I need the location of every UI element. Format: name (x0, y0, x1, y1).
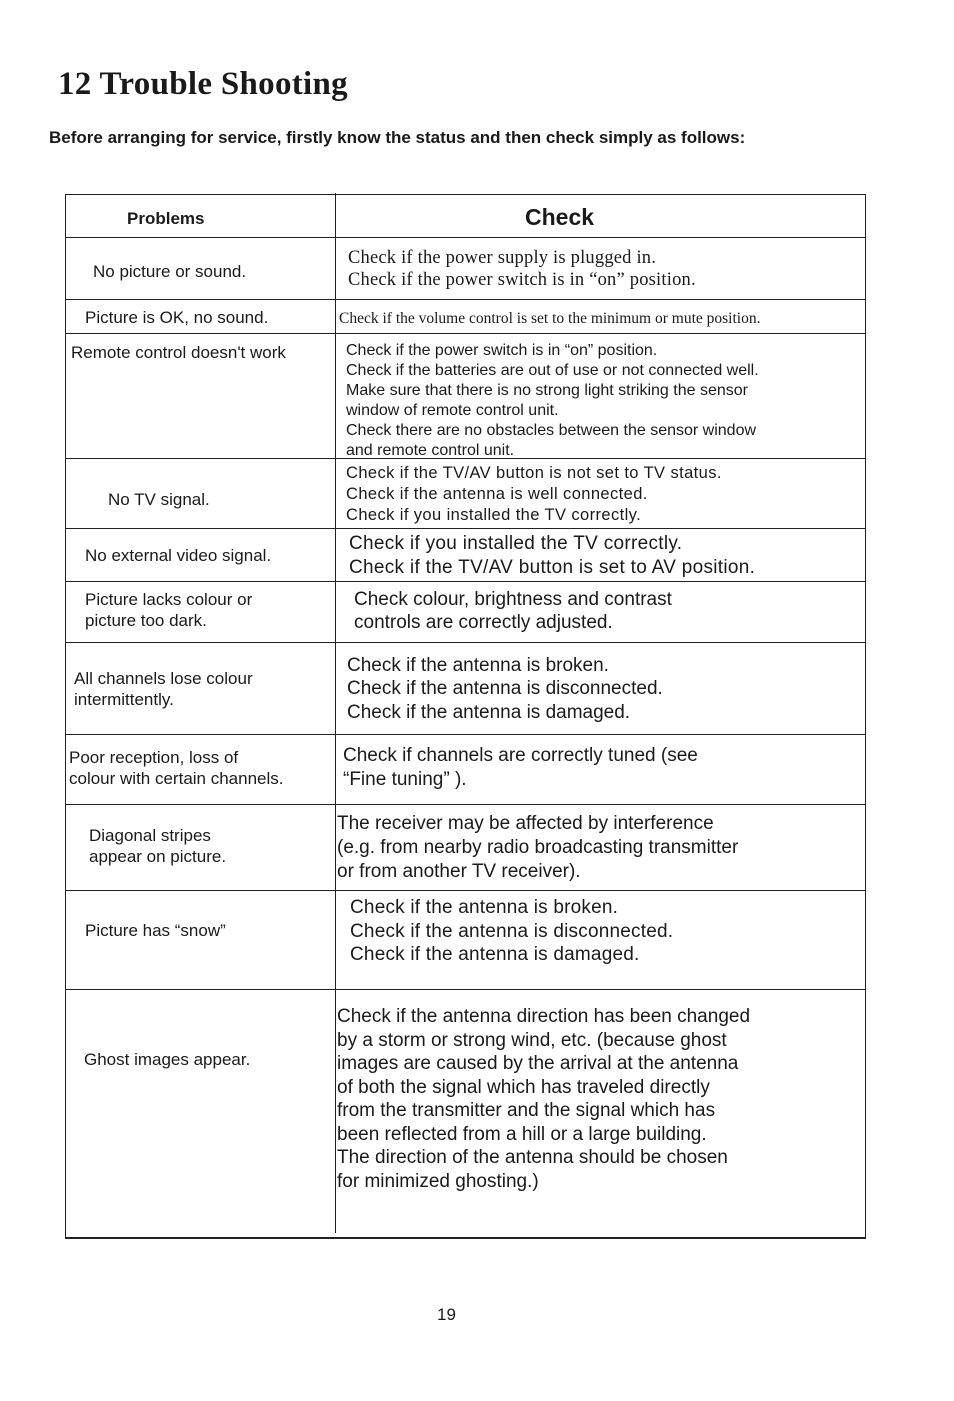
table-row (66, 333, 865, 459)
table-row (66, 804, 865, 891)
table-row (66, 299, 865, 334)
check-cell: The receiver may be affected by interference (e.g. from nearby radio broadcasting transmitter or from another TV receiver). (337, 813, 739, 882)
problem-cell: All channels lose colour intermittently. (74, 669, 253, 709)
check-cell: Check colour, brightness and contrast controls are correctly adjusted. (354, 588, 672, 633)
page-title: 12 Trouble Shooting (58, 66, 348, 102)
problem-cell: Picture has “snow” (85, 921, 226, 940)
problem-cell: Picture is OK, no sound. (85, 307, 269, 327)
check-cell: Check if the antenna direction has been changed by a storm or strong wind, etc. (because ghost images are caused by the arrival at the antenna of both the signal which has traveled directly from the transmitter and the signal which has been reflected from a hill or a large building. The direction of the antenna should be chosen for minimized ghosting.) (337, 1006, 751, 1192)
check-cell: Check if the antenna is broken. Check if the antenna is disconnected. Check if the antenna is damaged. (350, 897, 674, 965)
problem-cell: No external video signal. (85, 546, 272, 565)
table-row (66, 581, 865, 643)
table-row (66, 989, 865, 1237)
header-check: Check (525, 203, 595, 230)
problem-cell: Remote control doesn't work (71, 343, 286, 362)
problem-cell: No TV signal. (108, 489, 210, 509)
table-row (66, 642, 865, 735)
table-row (66, 237, 865, 300)
column-divider (335, 193, 336, 1233)
check-cell: Check if the volume control is set to the minimum or mute position. (339, 310, 761, 327)
table-row (66, 528, 865, 582)
table-row (66, 734, 865, 805)
problem-cell: Ghost images appear. (84, 1050, 251, 1069)
table-header-row (66, 195, 865, 237)
page-number: 19 (437, 1305, 456, 1324)
check-cell: Check if the power supply is plugged in. Check if the power switch is in “on” position. (348, 248, 696, 290)
table-row (66, 458, 865, 529)
table-row (66, 890, 865, 990)
problem-cell: Picture lacks colour or picture too dark. (85, 589, 253, 630)
check-cell: Check if the power switch is in “on” position. Check if the batteries are out of use or not connected well. Make sure that there is no strong light striking the sensor window of remote control unit. Check there are no obstacles between the sensor window and remote control unit. (346, 342, 759, 459)
intro-instruction: Before arranging for service, firstly know the status and then check simply as follows: (49, 128, 746, 147)
header-problems: Problems (127, 208, 205, 228)
problem-cell: Diagonal stripes appear on picture. (89, 826, 227, 866)
check-cell: Check if you installed the TV correctly. Check if the TV/AV button is set to AV position. (349, 532, 756, 578)
problem-cell: Poor reception, loss of colour with certain channels. (69, 748, 284, 788)
troubleshooting-table (65, 194, 866, 1239)
problem-cell: No picture or sound. (93, 261, 247, 281)
check-cell: Check if channels are correctly tuned (see “Fine tuning” ). (343, 745, 698, 790)
check-cell: Check if the antenna is broken. Check if the antenna is disconnected. Check if the antenna is damaged. (347, 654, 663, 723)
check-cell: Check if the TV/AV button is not set to TV status. Check if the antenna is well connected. Check if you installed the TV correctly. (346, 463, 722, 524)
